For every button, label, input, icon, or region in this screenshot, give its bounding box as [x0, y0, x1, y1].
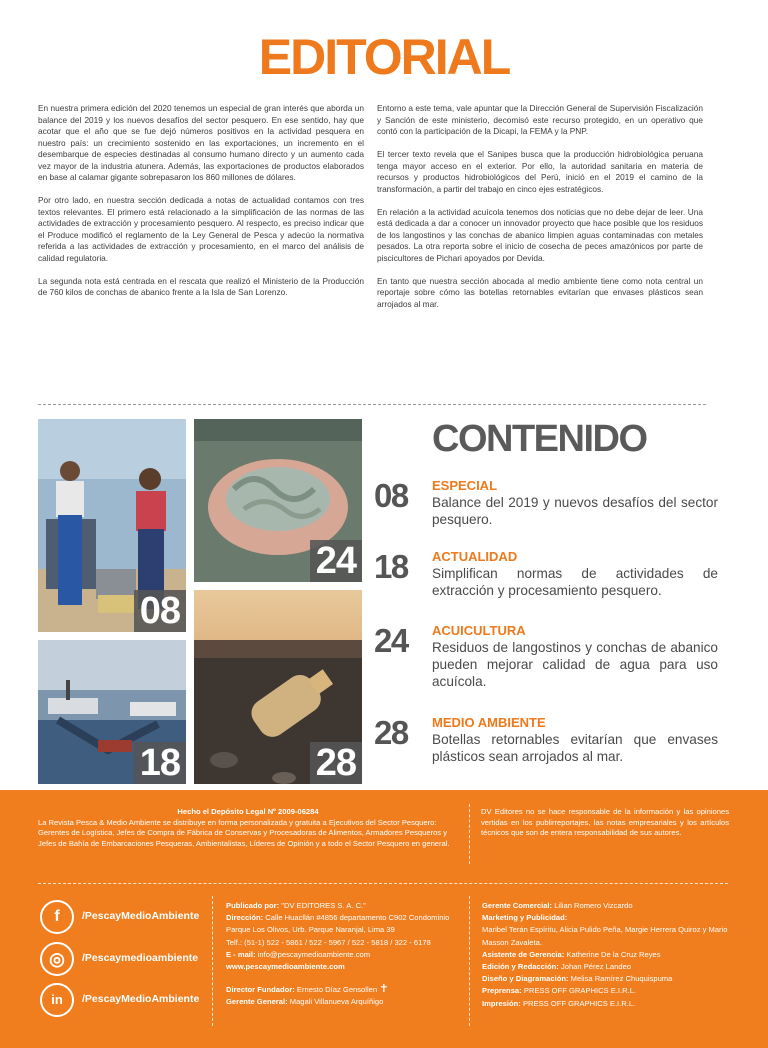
distribution-text: La Revista Pesca & Medio Ambiente se distribuye en forma personalizada y gratuita a Ejecutivos del Sector Pesquero: Gerentes de Logística, Jefes de Compra de Fábrica de Conservas y Procesadoras de Alimentos, Armadores Pesqueros y Jefes de Bahía de Embarcaciones Pesqueras, Ambientalistas, Líderes de Opinión y a todo el Sector Pesquero en general.	[38, 817, 450, 848]
label: Telf.:	[226, 937, 243, 947]
footer-divider	[38, 883, 728, 884]
editorial-paragraph: En relación a la actividad acuícola tenemos dos noticias que no debe dejar de leer. Una está dedicada a dar a conocer un innovador proyecto que hace posible que los residuos de los langostinos y las conchas de abanico limpien aguas contaminadas con metales pesados. La otra reporta sobre el inicio de cosecha de peces amazónicos por parte de piscicultores de Pichari apoyados por Devida.	[377, 206, 703, 263]
item-page-number: 28	[374, 714, 408, 751]
legal-deposit-title: Hecho el Depósito Legal Nº 2009-06284	[177, 807, 319, 816]
label: Director Fundador:	[226, 985, 295, 995]
plastic-bottle-photo[interactable]	[194, 590, 362, 784]
founder-name: Ernesto Díaz Gensollen	[296, 985, 378, 995]
editorial-column-right	[377, 103, 703, 322]
page-title: EDITORIAL	[258, 29, 510, 85]
staff-value: Katherine De la Cruz Reyes	[566, 949, 661, 959]
instagram-icon: ◎	[40, 942, 74, 976]
editorial-paragraph: En nuestra primera edición del 2020 tenemos un especial de gran interés que aborda un balance del 2019 y los nuevos desafíos del sector pesquero. En ese sentido, hay que acotar que el año que se fue dejó números positivos en la actividad pesquera en nuestro país: un crecimiento sostenido en las exportaciones, un incremento en el desembarque de especies destinadas al consumo humano directo y un aumento cada vez mayor de la industria atunera. Además, las exportaciones de productos elaborados en base al calamar gigante sobrepasaron los 860 millones de dólares.	[38, 103, 364, 182]
address: Calle Huacllán #4856 departamento C902 Condominio Parque Los Olivos, Urb. Parque Naranjal, Lima 39	[226, 913, 450, 935]
staff-value: PRESS OFF GRAPHICS E.I.R.L.	[522, 998, 636, 1008]
page-number-badge: 24	[310, 540, 362, 582]
contents-item[interactable]	[374, 478, 718, 538]
instagram-handle: /Pescaymedioambiente	[82, 952, 199, 964]
item-description: Residuos de langostinos y conchas de abanico pueden mejorar calidad de agua para uso acuícola.	[432, 640, 718, 689]
facebook-handle: /PescayMedioAmbiente	[82, 910, 200, 922]
legal-deposit-block	[38, 807, 458, 849]
item-page-number: 18	[374, 548, 408, 585]
general-manager-name: Magali Villanueva Arquíñigo	[289, 997, 384, 1007]
linkedin-handle: /PescayMedioAmbiente	[82, 993, 200, 1005]
item-description: Botellas retornables evitarían que envases plásticos sean arrojados al mar.	[432, 732, 718, 764]
phone: (51-1) 522 - 5861 / 522 - 5967 / 522 - 5818 / 322 - 6178	[244, 937, 431, 947]
item-description: Simplifican normas de actividades de extracción y procesamiento pesquero.	[432, 566, 718, 598]
item-category: ACTUALIDAD	[432, 549, 518, 564]
editorial-paragraph: En tanto que nuestra sección abocada al medio ambiente tiene como nota central un reportaje sobre cómo las botellas retornables evitarían que envases plásticos sean arrojados al mar.	[377, 275, 703, 309]
label: Gerente General:	[226, 997, 288, 1007]
contents-item[interactable]	[374, 549, 718, 609]
page-number-badge: 08	[134, 590, 186, 632]
contents-title: CONTENIDO	[432, 418, 647, 460]
contents-item[interactable]	[374, 715, 718, 775]
page-number-badge: 18	[134, 742, 186, 784]
label: Diseño y Diagramación:	[482, 974, 569, 984]
facebook-icon: f	[40, 900, 74, 934]
footer-divider	[469, 804, 470, 864]
staff-value: Maribel Terán Espíritu, Alicia Pulido Peña, Margie Herrera Quiroz y Mario Masson Zavaleta.	[482, 925, 728, 947]
item-page-number: 08	[374, 477, 408, 514]
linkedin-icon: in	[40, 983, 74, 1017]
item-category: MEDIO AMBIENTE	[432, 715, 546, 730]
label: E - mail:	[226, 949, 256, 959]
shrimp-photo[interactable]	[194, 419, 362, 582]
label: Dirección:	[226, 913, 264, 923]
editorial-paragraph: El tercer texto revela que el Sanipes busca que la producción hidrobiológica peruana tenga mayor acceso en el exterior. Por ello, la autoridad sanitaria en materia de recursos y productos hidrobiológicos del Perú, inició en el 2019 el camino de la transformación, a partir del trabajo en cinco ejes estratégicos.	[377, 149, 703, 194]
section-divider	[38, 404, 706, 405]
disclaimer-text: DV Editores no se hace responsable de la información y las opiniones vertidas en los publirreportajes, las notas empresariales y los artículos técnicos que son de entera responsabilidad de sus autores.	[481, 807, 729, 837]
label: Edición y Redacción:	[482, 962, 559, 972]
publisher-name: "DV EDITORES S. A. C."	[281, 901, 366, 910]
cross-icon: ✝	[379, 983, 389, 996]
footer-divider	[212, 896, 213, 1026]
staff-credits	[482, 900, 732, 1010]
label: Marketing y Publicidad:	[482, 913, 568, 923]
editorial-paragraph: Entorno a este tema, vale apuntar que la Dirección General de Supervisión Fiscalización y Sanción de este ministerio, decomisó este recurso protegido, en un operativo que contó con la participación de la Dicapi, la FEMA y la PNP.	[377, 103, 703, 136]
item-description: Balance del 2019 y nuevos desafíos del sector pesquero.	[432, 495, 718, 527]
label: Preprensa:	[482, 986, 522, 996]
staff-value: Melisa Ramírez Chuquispuma	[570, 974, 673, 984]
footer-divider	[469, 896, 470, 1026]
publisher-info	[226, 900, 466, 1009]
label: Publicado por:	[226, 901, 280, 910]
label: Gerente Comercial:	[482, 901, 553, 910]
footer	[0, 790, 768, 1048]
staff-value: Lilian Romero Vizcardo	[554, 901, 633, 910]
contents-item[interactable]	[374, 623, 718, 703]
editorial-paragraph: Por otro lado, en nuestra sección dedicada a notas de actualidad contamos con tres textos relevantes. El primero está relacionado a la simplificación de las normas de las actividades de extracción y procesamiento pesquero. Al respecto, es preciso indicar que el Produce modificó el reglamento de la Ley General de Pesca y adecúo la normativa referida a las actividades de extracción y procesamiento, en el marco del análisis de calidad regulatoria.	[38, 195, 364, 263]
email-link[interactable]: info@pescaymedioambiente.com	[257, 949, 371, 959]
item-category: ESPECIAL	[432, 478, 498, 493]
item-category: ACUICULTURA	[432, 623, 526, 638]
label: Asistente de Gerencia:	[482, 949, 565, 959]
website-link[interactable]: www.pescaymedioambiente.com	[226, 962, 345, 972]
fishing-boats-photo[interactable]	[38, 640, 186, 784]
page-number-badge: 28	[310, 742, 362, 784]
staff-value: PRESS OFF GRAPHICS E.I.R.L.	[523, 986, 637, 996]
editorial-column-left	[38, 103, 364, 310]
label: Impresión:	[482, 998, 521, 1008]
editorial-paragraph: La segunda nota está centrada en el rescata que realizó el Ministerio de la Producción de 760 kilos de conchas de abanico frente a la Isla de San Lorenzo.	[38, 275, 364, 297]
staff-value: Johan Pérez Landeo	[560, 962, 632, 972]
fishermen-photo[interactable]	[38, 419, 186, 632]
item-page-number: 24	[374, 622, 408, 659]
